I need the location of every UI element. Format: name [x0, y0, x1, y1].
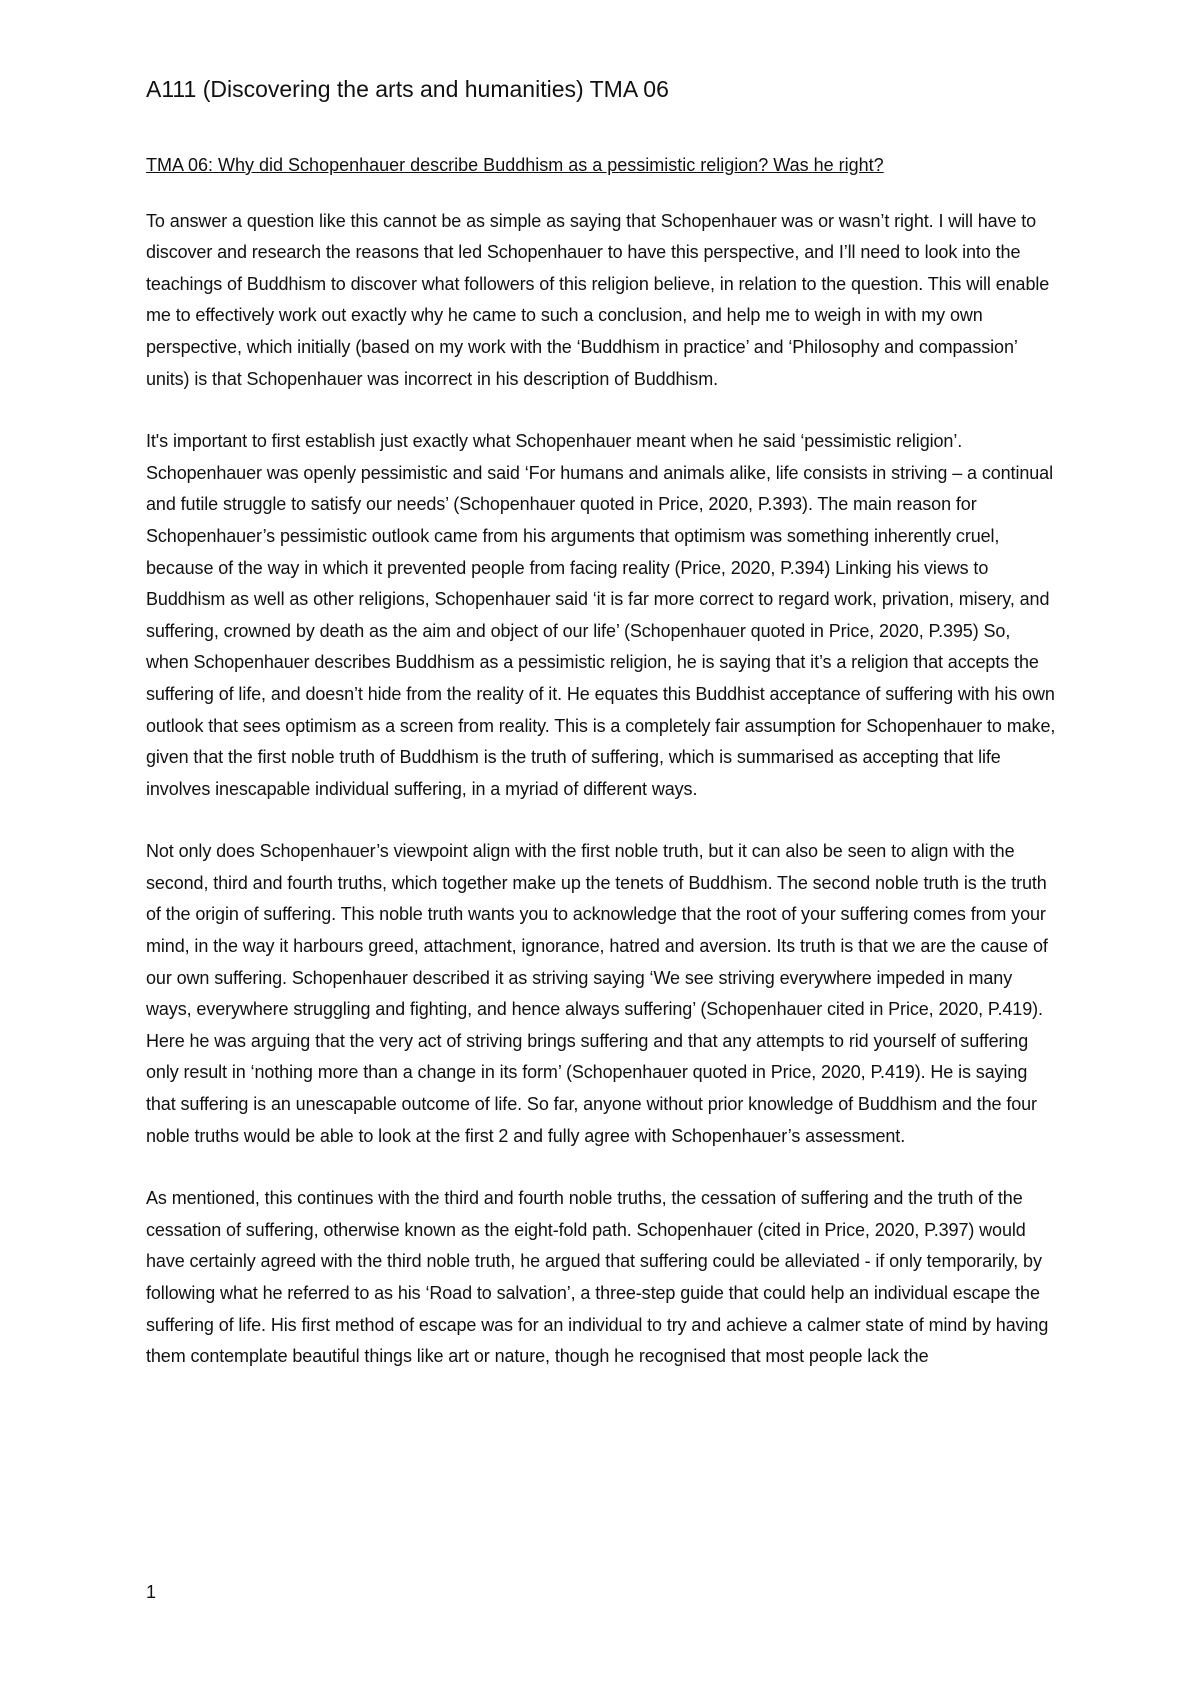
- document-title: A111 (Discovering the arts and humanities) TMA 06: [146, 76, 669, 102]
- page-number: 1: [146, 1582, 157, 1602]
- paragraph-cessation: As mentioned, this continues with the third and fourth noble truths, the cessation of suffering and the truth of the cessation of suffering, otherwise known as the eight-fold path. Schopenhauer (cited in Price, 2020, P.397) would have certainly agreed with the third noble truth, he argued that suffering could be alleviated - if only temporarily, by following what he referred to as his ‘Road to salvation’, a three-step guide that could help an individual escape the suffering of life. His first method of escape was for an individual to try and achieve a calmer state of mind by having them contemplate beautiful things like art or nature, though he recognised that most people lack the: [146, 1188, 1049, 1367]
- paragraph-noble-truths: Not only does Schopenhauer’s viewpoint align with the first noble truth, but it can also be seen to align with the second, third and fourth truths, which together make up the tenets of Buddhism. The second noble truth is the truth of the origin of suffering. This noble truth wants you to acknowledge that the root of your suffering comes from your mind, in the way it harbours greed, attachment, ignorance, hatred and aversion. Its truth is that we are the cause of our own suffering. Schopenhauer described it as striving saying ‘We see striving everywhere impeded in many ways, everywhere struggling and fighting, and hence always suffering’ (Schopenhauer cited in Price, 2020, P.419). Here he was arguing that the very act of striving brings suffering and that any attempts to rid yourself of suffering only result in ‘nothing more than a change in its form’ (Schopenhauer quoted in Price, 2020, P.419). He is saying that suffering is an unescapable outcome of life. So far, anyone without prior knowledge of Buddhism and the four noble truths would be able to look at the first 2 and fully agree with Schopenhauer’s assessment.: [146, 841, 1048, 1146]
- paragraph-pessimistic-religion: It's important to first establish just exactly what Schopenhauer meant when he said ‘pessimistic religion’. Schopenhauer was openly pessimistic and said ‘For humans and animals alike, life consists in striving – a continual and futile struggle to satisfy our needs’ (Schopenhauer quoted in Price, 2020, P.393). The main reason for Schopenhauer’s pessimistic outlook came from his arguments that optimism was something inherently cruel, because of the way in which it prevented people from facing reality (Price, 2020, P.394) Linking his views to Buddhism as well as other religions, Schopenhauer said ‘it is far more correct to regard work, privation, misery, and suffering, crowned by death as the aim and object of our life’ (Schopenhauer quoted in Price, 2020, P.395) So, when Schopenhauer describes Buddhism as a pessimistic religion, he is saying that it’s a religion that accepts the suffering of life, and doesn’t hide from the reality of it. He equates this Buddhist acceptance of suffering with his own outlook that sees optimism as a screen from reality. This is a completely fair assumption for Schopenhauer to make, given that the first noble truth of Buddhism is the truth of suffering, which is summarised as accepting that life involves inescapable individual suffering, in a myriad of different ways.: [146, 431, 1056, 799]
- document-body: [146, 150, 1056, 1404]
- paragraph-introduction: To answer a question like this cannot be as simple as saying that Schopenhauer was or wasn’t right. I will have to discover and research the reasons that led Schopenhauer to have this perspective, and I’ll need to look into the teachings of Buddhism to discover what followers of this religion believe, in relation to the question. This will enable me to effectively work out exactly why he came to such a conclusion, and help me to weigh in with my own perspective, which initially (based on my work with the ‘Buddhism in practice’ and ‘Philosophy and compassion’ units) is that Schopenhauer was incorrect in his description of Buddhism.: [146, 210, 1050, 389]
- essay-question: TMA 06: Why did Schopenhauer describe Buddhism as a pessimistic religion? Was he right?: [146, 155, 884, 175]
